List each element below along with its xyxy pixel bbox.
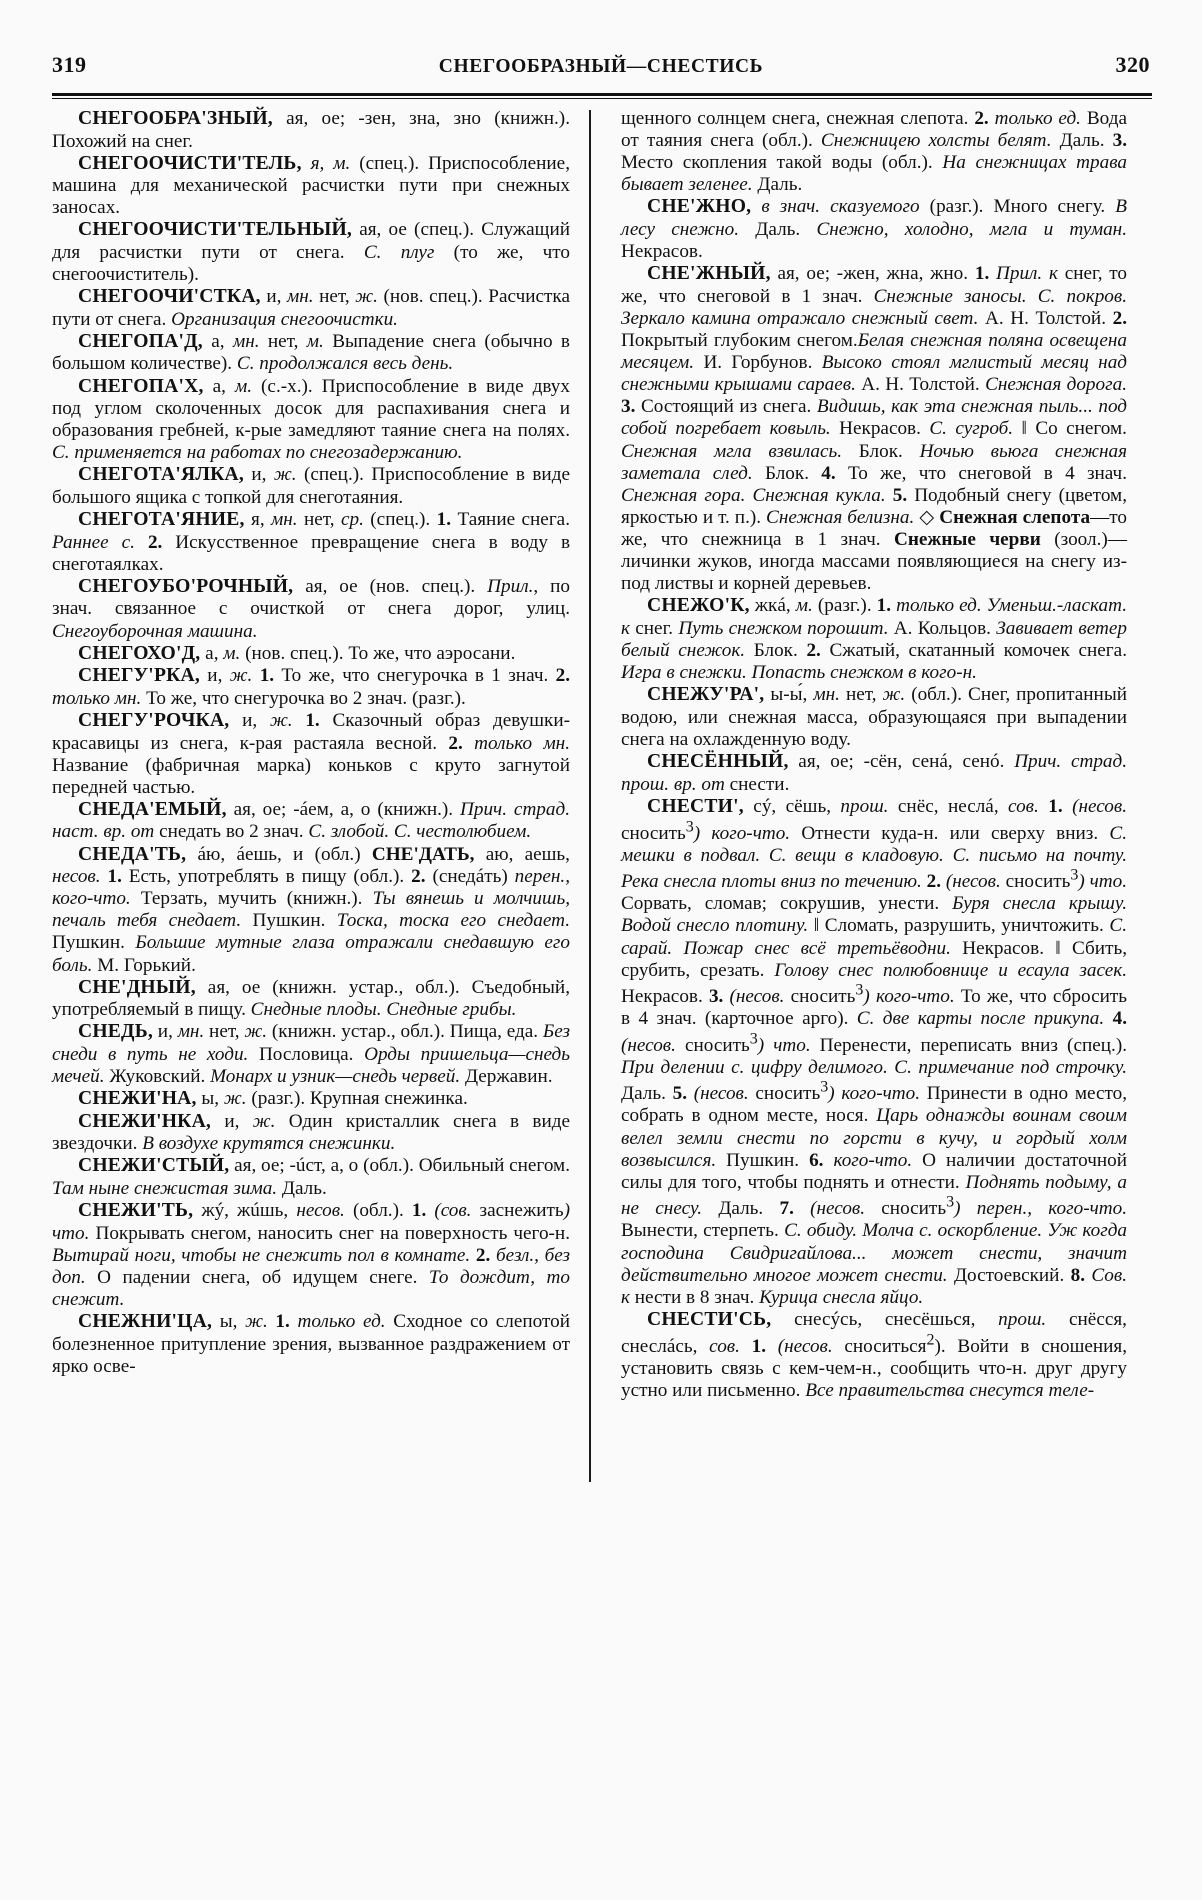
entry-definition: ая, ое; -úст, а, о (обл.). Обильный снегом. Там ныне снежистая зима. Даль.	[52, 1155, 570, 1199]
entry-definition: ая, ое; -зен, зна, зно (книжн.). Похожий на снег.	[52, 108, 570, 152]
page-header	[52, 52, 1150, 86]
entry-definition: а, м. (с.-х.). Приспособление в виде двух под углом сколоченных досок для распахивания снега и образования гребней, к-рые замедляют таяние снега на полях. С. применяется на работах по снегозадержанию.	[52, 375, 570, 464]
entry-definition: и, ж. (спец.). Приспособление в виде большого ящика с топкой для снеготаяния.	[52, 464, 570, 509]
entry-headword: СНЕЖИ'НКА,	[78, 1110, 212, 1132]
entry-headword: СНЕЖО'К,	[647, 595, 750, 617]
entry-definition: а, м. (нов. спец.). То же, что аэросани.	[200, 642, 516, 664]
entry-definition: а, мн. нет, м. Выпадение снега (обычно в большом количестве). С. продолжался весь день.	[52, 330, 570, 375]
dictionary-entry	[52, 1155, 570, 1200]
entry-definition: щенного солнцем снега, снежная слепота. 2. только ед. Вода от таяния снега (обл.). Снежницею холсты белят. Даль. 3. Место скопления такой воды (обл.). На снежницах трава бывает зеленее. Даль.	[621, 108, 1128, 196]
column-left	[52, 108, 580, 1868]
dictionary-entry	[52, 1200, 570, 1311]
entry-headword: СНЕСЁННЫЙ,	[647, 750, 789, 772]
entry-definition: ы-ы́, мн. нет, ж. (обл.). Снег, пропитанный водою, или снежная масса, образующаяся при выпадении снега на охлажденную воду.	[621, 684, 1127, 750]
dictionary-entry	[621, 263, 1127, 595]
entry-definition: сý, сёшь, прош. снёс, неслá, сов. 1. (несов. сносить$^3$) кого-что. Отнести куда-н. или сверху вниз. С. мешки в подвал. С. вещи в кладовую. С. письмо на почту. Река снесла плоты вниз по течению. 2. (несов. сносить$^3$) что. Сорвать, сломав; сокрушив, унести. Буря снесла крышу. Водой снесло плотину. ‖ Сломать, разрушить, уничтожить. С. сарай. Пожар снес всё третьёводни. Некрасов. ‖ Сбить, срубить, срезать. Голову снес полюбовнице и есаула засек. Некрасов. 3. (несов. сносить$^3$) кого-что. То же, что сбросить в 4 знач. (карточное арго). С. две карты после прикупа. 4. (несов. сносить$^3$) что. Перенести, переписать вниз (спец.). При делении с. цифру делимого. С. примечание под строчку. Даль. 5. (несов. сносить$^3$) кого-что. Принести в одно место, собрать в одном месте, нося. Царь однажды воинам своим велел земли снести по горсти в кучу, и гордый холм возвысился. Пушкин. 6. кого-что. О наличии достаточной силы для того, чтобы поднять и отнести. Поднять подыму, а не снесу. Даль. 7. (несов. сносить$^3$) перен., кого-что. Вынести, стерпеть. С. обиду. Молча с. оскорбление. Уж когда господина Свидригайлова... может снести, значит действительно многое может снести. Достоевский. 8. Сов. к нести в 8 знач. Курица снесла яйцо.	[621, 795, 1128, 1308]
entry-headword: СНЕСТИ',	[647, 795, 744, 817]
entry-headword: СНЕГООБРА'ЗНЫЙ,	[78, 108, 273, 129]
entry-definition: в знач. сказуемого (разг.). Много снегу. В лесу снежно. Даль. Снежно, холодно, мгла и туман. Некрасов.	[621, 196, 1127, 263]
entry-definition: ая, ое (книжн. устар., обл.). Съедобный, употребляемый в пищу. Снедные плоды. Снедные грибы.	[52, 976, 570, 1021]
entry-headword: СНЕЖУ'РА',	[647, 684, 765, 706]
entry-headword: СНЕ'ДНЫЙ,	[78, 976, 196, 998]
entry-headword: СНЕГОПА'Х,	[78, 375, 204, 397]
dictionary-entry	[52, 576, 570, 643]
entry-headword: СНЕЖИ'ТЬ,	[78, 1199, 194, 1221]
dictionary-entry	[52, 1111, 570, 1156]
entry-definition: ая, ое (нов. спец.). Прил., по знач. связанное с очисткой от снега дорог, улиц. Снегоуборочная машина.	[52, 575, 570, 642]
dictionary-entry	[621, 684, 1127, 751]
dictionary-entry	[52, 1021, 570, 1088]
running-head: СНЕГООБРАЗНЫЙ—СНЕСТИСЬ	[438, 56, 764, 77]
entry-definition: ая, ое; -сён, сенá, сенó. Прич. страд. прош. вр. от снести.	[621, 750, 1128, 795]
entry-headword: СНЕСТИ'СЬ,	[647, 1308, 772, 1330]
rule-thick	[52, 93, 1152, 96]
column-divider	[588, 108, 591, 1868]
dictionary-entry	[52, 286, 570, 331]
dictionary-entry	[621, 1309, 1127, 1402]
dictionary-entry	[52, 153, 570, 220]
dictionary-entry	[621, 108, 1127, 196]
entry-definition: жý, жúшь, несов. (обл.). 1. (сов. заснежить) что. Покрывать снегом, наносить снег на поверхность чего-н. Вытирай ноги, чтобы не снежить пол в комнате. 2. безл., без доп. О падении снега, об идущем снеге. То дождит, то снежит.	[52, 1199, 571, 1310]
entry-definition: ы, ж. (разг.). Крупная снежинка.	[196, 1088, 468, 1110]
dictionary-entry	[621, 796, 1127, 1309]
entry-headword: СНЕГООЧИСТИ'ТЕЛЬНЫЙ,	[78, 219, 353, 241]
entry-headword: СНЕГОТА'ЯНИЕ,	[78, 509, 245, 531]
entry-definition: ая, ое; -áем, а, о (книжн.). Прич. страд. наст. вр. от снедать во 2 знач. С. злобой. С. честолюбием.	[52, 798, 570, 843]
rule-thin	[52, 98, 1152, 99]
dictionary-entry	[52, 219, 570, 286]
entry-definition: и, мн. нет, ж. (книжн. устар., обл.). Пища, еда. Без снеди в путь не ходи. Пословица. Орды пришельца—снедь мечей. Жуковский. Монарх и узник—снедь червей. Державин.	[52, 1021, 570, 1087]
dictionary-entry	[52, 643, 570, 666]
entry-definition: ая, ое (спец.). Служащий для расчистки пути от снега. С. плуг (то же, что снегоочиститель).	[52, 219, 571, 286]
entry-headword: СНЕГУ'РОЧКА,	[78, 709, 230, 731]
entry-headword: СНЕДЬ,	[78, 1021, 153, 1043]
folio-right: 320	[1115, 52, 1150, 77]
entry-headword: СНЕГОПА'Д,	[78, 330, 203, 352]
entry-definition: ая, ое; -жен, жна, жно. 1. Прил. к снег, то же, что снеговой в 1 знач. Снежные заносы. С. покров. Зеркало камина отражало снежный свет. А. Н. Толстой. 2. Покрытый глубоким снегом.Белая снежная поляна освещена месяцем. И. Горбунов. Высоко стоял мглистый месяц над снежными крышами сараев. А. Н. Толстой. Снежная дорога. 3. Состоящий из снега. Видишь, как эта снежная пыль... под собой погребает ковыль. Некрасов. С. сугроб. ‖ Со снегом. Снежная мгла взвилась. Блок. Ночью вьюга снежная заметала след. Блок. 4. То же, что снеговой в 4 знач. Снежная гора. Снежная кукла. 5. Подобный снегу (цветом, яркостью и т. п.). Снежная белизна. ◇ Снежная слепота—то же, что снежница в 1 знач. Снежные черви (зоол.)—личинки жуков, иногда массами появляющиеся на снегу из-под листвы и корней деревьев.	[621, 263, 1128, 595]
entry-headword: СНЕГООЧИ'СТКА,	[78, 286, 261, 308]
entry-definition: снесýсь, снесёшься, прош. снёсся, снеслáсь, сов. 1. (несов. сноситься$^2$). Войти в сношения, установить связь с кем-чем-н., сообщить что-н. друг другу устно или письменно. Все правительства снесутся теле-	[621, 1308, 1128, 1402]
dictionary-entry	[52, 665, 570, 710]
entry-headword: СНЕЖНИ'ЦА,	[78, 1310, 213, 1332]
entry-definition: жкá, м. (разг.). 1. только ед. Уменьш.-ласкат. к снег. Путь снежком порошит. А. Кольцов. Завивает ветер белый снежок. Блок. 2. Сжатый, скатанный комочек снега. Игра в снежки. Попасть снежком в кого-н.	[621, 595, 1127, 684]
dictionary-entry	[52, 331, 570, 376]
entry-headword: СНЕГОХО'Д,	[78, 642, 201, 664]
dictionary-entry	[52, 509, 570, 576]
entry-headword: СНЕ'ЖНЫЙ,	[647, 263, 771, 285]
entry-definition: я, м. (спец.). Приспособление, машина для механической расчистки пути при снежных заносах.	[52, 152, 570, 219]
entry-definition: и, ж. 1. Сказочный образ девушки-красавицы из снега, к-рая растаяла весной. 2. только мн. Название (фабричная марка) коньков с круто загнутой передней частью.	[52, 709, 571, 798]
header-divider-rule	[52, 93, 1152, 100]
dictionary-entry	[52, 376, 570, 465]
dictionary-entry	[621, 595, 1127, 684]
dictionary-entry	[52, 799, 570, 844]
entry-definition: я, мн. нет, ср. (спец.). 1. Таяние снега. Раннее с. 2. Искусственное превращение снега в воду в снеготаялках.	[52, 509, 571, 575]
dictionary-entry	[52, 1088, 570, 1111]
entry-definition: ы, ж. 1. только ед. Сходное со слепотой болезненное притупление зрения, вызванное раздражением от ярко осве-	[52, 1310, 571, 1377]
dictionary-entry	[52, 464, 570, 509]
entry-definition: и, ж. 1. То же, что снегурочка в 1 знач. 2. только мн. То же, что снегурочка во 2 знач. (разг.).	[52, 665, 570, 709]
column-right	[599, 108, 1127, 1868]
entry-headword: СНЕЖИ'НА,	[78, 1088, 197, 1110]
entry-definition: áю, áешь, и (обл.) СНЕ'ДАТЬ, аю, аешь, несов. 1. Есть, употреблять в пищу (обл.). 2. (снедáть) перен., кого-что. Терзать, мучить (книжн.). Ты вянешь и молчишь, печаль тебя снедает. Пушкин. Тоска, тоска его снедает. Пушкин. Большие мутные глаза отражали снедавшую его боль. М. Горький.	[52, 843, 571, 976]
dictionary-entry	[621, 196, 1127, 263]
entry-definition: и, мн. нет, ж. (нов. спец.). Расчистка пути от снега. Организация снегоочистки.	[52, 286, 570, 330]
dictionary-entry	[52, 844, 570, 977]
folio-left: 319	[52, 52, 87, 77]
entry-headword: СНЕГООЧИСТИ'ТЕЛЬ,	[78, 152, 302, 174]
entry-headword: СНЕГОУБО'РОЧНЫЙ,	[78, 575, 294, 597]
entry-definition: и, ж. Один кристаллик снега в виде звездочки. В воздухе крутятся снежинки.	[52, 1110, 570, 1155]
entry-headword: СНЕГОТА'ЯЛКА,	[78, 464, 244, 486]
entry-headword: СНЕЖИ'СТЫЙ,	[78, 1155, 230, 1177]
dictionary-entry	[52, 977, 570, 1022]
entry-headword: СНЕДА'ТЬ,	[78, 843, 187, 865]
dictionary-entry	[52, 710, 570, 799]
dictionary-entry	[52, 108, 570, 153]
entry-headword: СНЕГУ'РКА,	[78, 665, 200, 687]
two-column-body	[52, 108, 1152, 1868]
entry-headword: СНЕДА'ЕМЫЙ,	[78, 798, 227, 820]
entry-headword: СНЕ'ЖНО,	[647, 196, 752, 218]
dictionary-entry	[52, 1311, 570, 1378]
dictionary-entry	[621, 751, 1127, 796]
